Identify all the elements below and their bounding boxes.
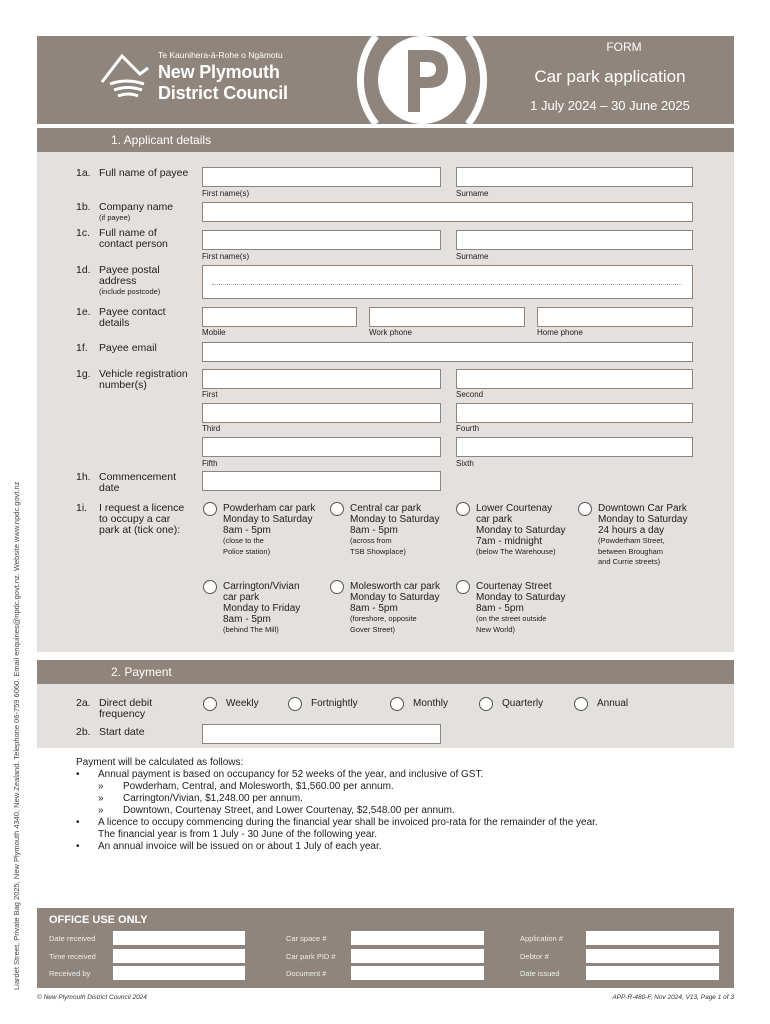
vehicle-reg-fourth-input[interactable]: [456, 403, 693, 423]
label-quarterly: Quarterly: [502, 698, 544, 709]
date-issued-input[interactable]: [586, 966, 719, 980]
q1b-sub: (if payee): [99, 213, 131, 222]
q1i-number: 1i.: [76, 502, 88, 514]
caption-fifth: Fifth: [202, 459, 218, 468]
caption-mobile: Mobile: [202, 328, 226, 337]
label-weekly: Weekly: [226, 698, 259, 709]
q2b-label: Start date: [99, 726, 145, 738]
application-input[interactable]: [586, 931, 719, 945]
radio-downtown[interactable]: [578, 502, 592, 516]
company-name-input[interactable]: [202, 202, 693, 222]
q2a-label2: frequency: [99, 708, 146, 720]
payee-first-name-input[interactable]: [202, 167, 441, 187]
mobile-input[interactable]: [202, 307, 357, 327]
q1h-label2: date: [99, 482, 120, 494]
vehicle-reg-fifth-input[interactable]: [202, 437, 441, 457]
bullet-2-text: A licence to occupy commencing during the financial year shall be invoiced pro-rata for the remainder of the year.: [98, 817, 598, 828]
q1a-label: Full name of payee: [99, 167, 189, 179]
label-debtor: Debtor #: [520, 952, 549, 961]
footer-form-ref: APP-R-480-F, Nov 2024, V13, Page 1 of 3: [612, 994, 734, 1001]
side-contact-info: Liardet Street, Private Bag 2025, New Plymouth 4340, New Zealand. Telephone 06-759 6060. Email enquiries@npdc.govt.nz. Website www.npdc.govt.nz: [12, 481, 21, 990]
bullet-3: •: [76, 841, 80, 852]
label-received-by: Received by: [49, 969, 91, 978]
q1f-label: Payee email: [99, 342, 157, 354]
start-date-input[interactable]: [202, 724, 441, 744]
option-carrington-vivian: Carrington/Vivian car park Monday to Friday 8am - 5pm (behind The Mill): [223, 581, 301, 634]
q1g-number: 1g.: [76, 368, 91, 380]
q2a-number: 2a.: [76, 697, 91, 709]
label-fortnightly: Fortnightly: [311, 698, 358, 709]
caption-contact-surname: Surname: [456, 252, 489, 261]
q1f-number: 1f.: [76, 342, 88, 354]
q2b-number: 2b.: [76, 726, 91, 738]
option-lower-courtenay: Lower Courtenay car park Monday to Saturday 7am - midnight (below The Warehouse): [476, 503, 566, 556]
q1e-number: 1e.: [76, 306, 91, 318]
sub-bullet-3: »: [98, 805, 104, 816]
radio-carrington-vivian[interactable]: [203, 580, 217, 594]
form-title: Car park application: [534, 67, 686, 86]
q1d-sub: (include postcode): [99, 287, 161, 296]
calc-intro: Payment will be calculated as follows:: [76, 757, 244, 768]
radio-powderham[interactable]: [203, 502, 217, 516]
q1b-label: Company name: [99, 201, 174, 213]
q1b-number: 1b.: [76, 201, 91, 213]
q1c-label1: Full name of: [99, 227, 157, 239]
caption-first: First: [202, 390, 218, 399]
vehicle-reg-sixth-input[interactable]: [456, 437, 693, 457]
label-car-park-pid: Car park PID #: [286, 952, 336, 961]
q1i-label2: to occupy a car: [99, 513, 171, 525]
q1d-label2: address: [99, 275, 137, 287]
q1h-label1: Commencement: [99, 471, 177, 483]
option-molesworth: Molesworth car park Monday to Saturday 8am - 5pm (foreshore, opposite Gover Street): [350, 581, 441, 634]
email-input[interactable]: [202, 342, 693, 362]
bullet-2-text-cont: The financial year is from 1 July - 30 June of the following year.: [98, 829, 378, 840]
sub-bullet-2-text: Carrington/Vivian, $1,248.00 per annum.: [123, 793, 303, 804]
sub-bullet-1-text: Powderham, Central, and Molesworth, $1,560.00 per annum.: [123, 781, 394, 792]
bullet-1: •: [76, 769, 80, 780]
caption-sixth: Sixth: [456, 459, 474, 468]
bullet-2: •: [76, 817, 80, 828]
option-powderham: Powderham car park Monday to Saturday 8am - 5pm (close to the Police station): [223, 503, 316, 556]
q1i-label3: park at (tick one):: [99, 524, 181, 536]
label-annual: Annual: [597, 698, 629, 709]
q1e-label2: details: [99, 317, 130, 329]
contact-surname-input[interactable]: [456, 230, 693, 250]
label-monthly: Monthly: [413, 698, 449, 709]
section-heading-payment: 2. Payment: [37, 660, 734, 684]
q1c-label2: contact person: [99, 238, 168, 250]
sub-bullet-2: »: [98, 793, 104, 804]
q2a-label1: Direct debit: [99, 697, 153, 709]
form-dates: 1 July 2024 – 30 June 2025: [530, 98, 690, 113]
label-document: Document #: [286, 969, 327, 978]
q1h-number: 1h.: [76, 471, 91, 483]
sub-bullet-3-text: Downtown, Courtenay Street, and Lower Courtenay, $2,548.00 per annum.: [123, 805, 455, 816]
time-received-input[interactable]: [113, 949, 245, 963]
org-name-line2: District Council: [158, 83, 288, 103]
vehicle-reg-first-input[interactable]: [202, 369, 441, 389]
vehicle-reg-second-input[interactable]: [456, 369, 693, 389]
date-received-input[interactable]: [113, 931, 245, 945]
footer-copyright: © New Plymouth District Council 2024: [37, 994, 147, 1001]
document-input[interactable]: [351, 966, 484, 980]
q1a-number: 1a.: [76, 167, 91, 179]
section-heading-applicant: 1. Applicant details: [37, 128, 734, 152]
label-date-issued: Date issued: [520, 969, 560, 978]
label-date-received: Date received: [49, 934, 96, 943]
sub-bullet-1: »: [98, 781, 104, 792]
q1d-label1: Payee postal: [99, 264, 160, 276]
contact-first-name-input[interactable]: [202, 230, 441, 250]
car-space-input[interactable]: [351, 931, 484, 945]
caption-first-name: First name(s): [202, 189, 250, 198]
form-label: FORM: [606, 40, 642, 54]
commencement-date-input[interactable]: [202, 471, 441, 491]
label-car-space: Car space #: [286, 934, 327, 943]
work-phone-input[interactable]: [369, 307, 525, 327]
q1g-label1: Vehicle registration: [99, 368, 188, 380]
q1i-label1: I request a licence: [99, 502, 185, 514]
address-dotted-line: [212, 284, 682, 285]
radio-monthly[interactable]: [390, 697, 404, 711]
radio-annual[interactable]: [574, 697, 588, 711]
caption-second: Second: [456, 390, 484, 399]
option-central: Central car park Monday to Saturday 8am - 5pm (across from TSB Showplace): [350, 503, 440, 556]
bullet-3-text: An annual invoice will be issued on or about 1 July of each year.: [98, 841, 382, 852]
payee-surname-input[interactable]: [456, 167, 693, 187]
home-phone-input[interactable]: [537, 307, 693, 327]
office-use-heading: OFFICE USE ONLY: [49, 914, 148, 926]
caption-third: Third: [202, 424, 221, 433]
option-downtown: Downtown Car Park Monday to Saturday 24 hours a day (Powderham Street, between Brougham and Currie streets): [598, 503, 688, 566]
caption-contact-first: First name(s): [202, 252, 250, 261]
received-by-input[interactable]: [113, 966, 245, 980]
radio-courtenay-street[interactable]: [456, 580, 470, 594]
q1g-label2: number(s): [99, 379, 147, 391]
debtor-input[interactable]: [586, 949, 719, 963]
option-courtenay-street: Courtenay Street Monday to Saturday 8am - 5pm (on the street outside New World): [476, 581, 566, 634]
caption-surname: Surname: [456, 189, 489, 198]
label-time-received: Time received: [49, 952, 96, 961]
car-park-pid-input[interactable]: [351, 949, 484, 963]
radio-molesworth[interactable]: [330, 580, 344, 594]
radio-central[interactable]: [330, 502, 344, 516]
parking-icon: [352, 36, 492, 124]
radio-weekly[interactable]: [203, 697, 217, 711]
bullet-1-text: Annual payment is based on occupancy for 52 weeks of the year, and inclusive of GST.: [98, 769, 484, 780]
caption-work-phone: Work phone: [369, 328, 412, 337]
q1c-number: 1c.: [76, 227, 91, 239]
radio-lower-courtenay[interactable]: [456, 502, 470, 516]
postal-address-input[interactable]: [202, 265, 693, 299]
council-logo-icon: [100, 52, 152, 100]
q1e-label1: Payee contact: [99, 306, 166, 318]
org-name-line1: New Plymouth: [158, 62, 280, 82]
caption-home-phone: Home phone: [537, 328, 583, 337]
radio-quarterly[interactable]: [479, 697, 493, 711]
maori-name: Te Kaunihera-ā-Rohe o Ngāmotu: [158, 50, 283, 60]
label-application: Application #: [520, 934, 563, 943]
vehicle-reg-third-input[interactable]: [202, 403, 441, 423]
q1d-number: 1d.: [76, 264, 91, 276]
caption-fourth: Fourth: [456, 424, 480, 433]
radio-fortnightly[interactable]: [288, 697, 302, 711]
